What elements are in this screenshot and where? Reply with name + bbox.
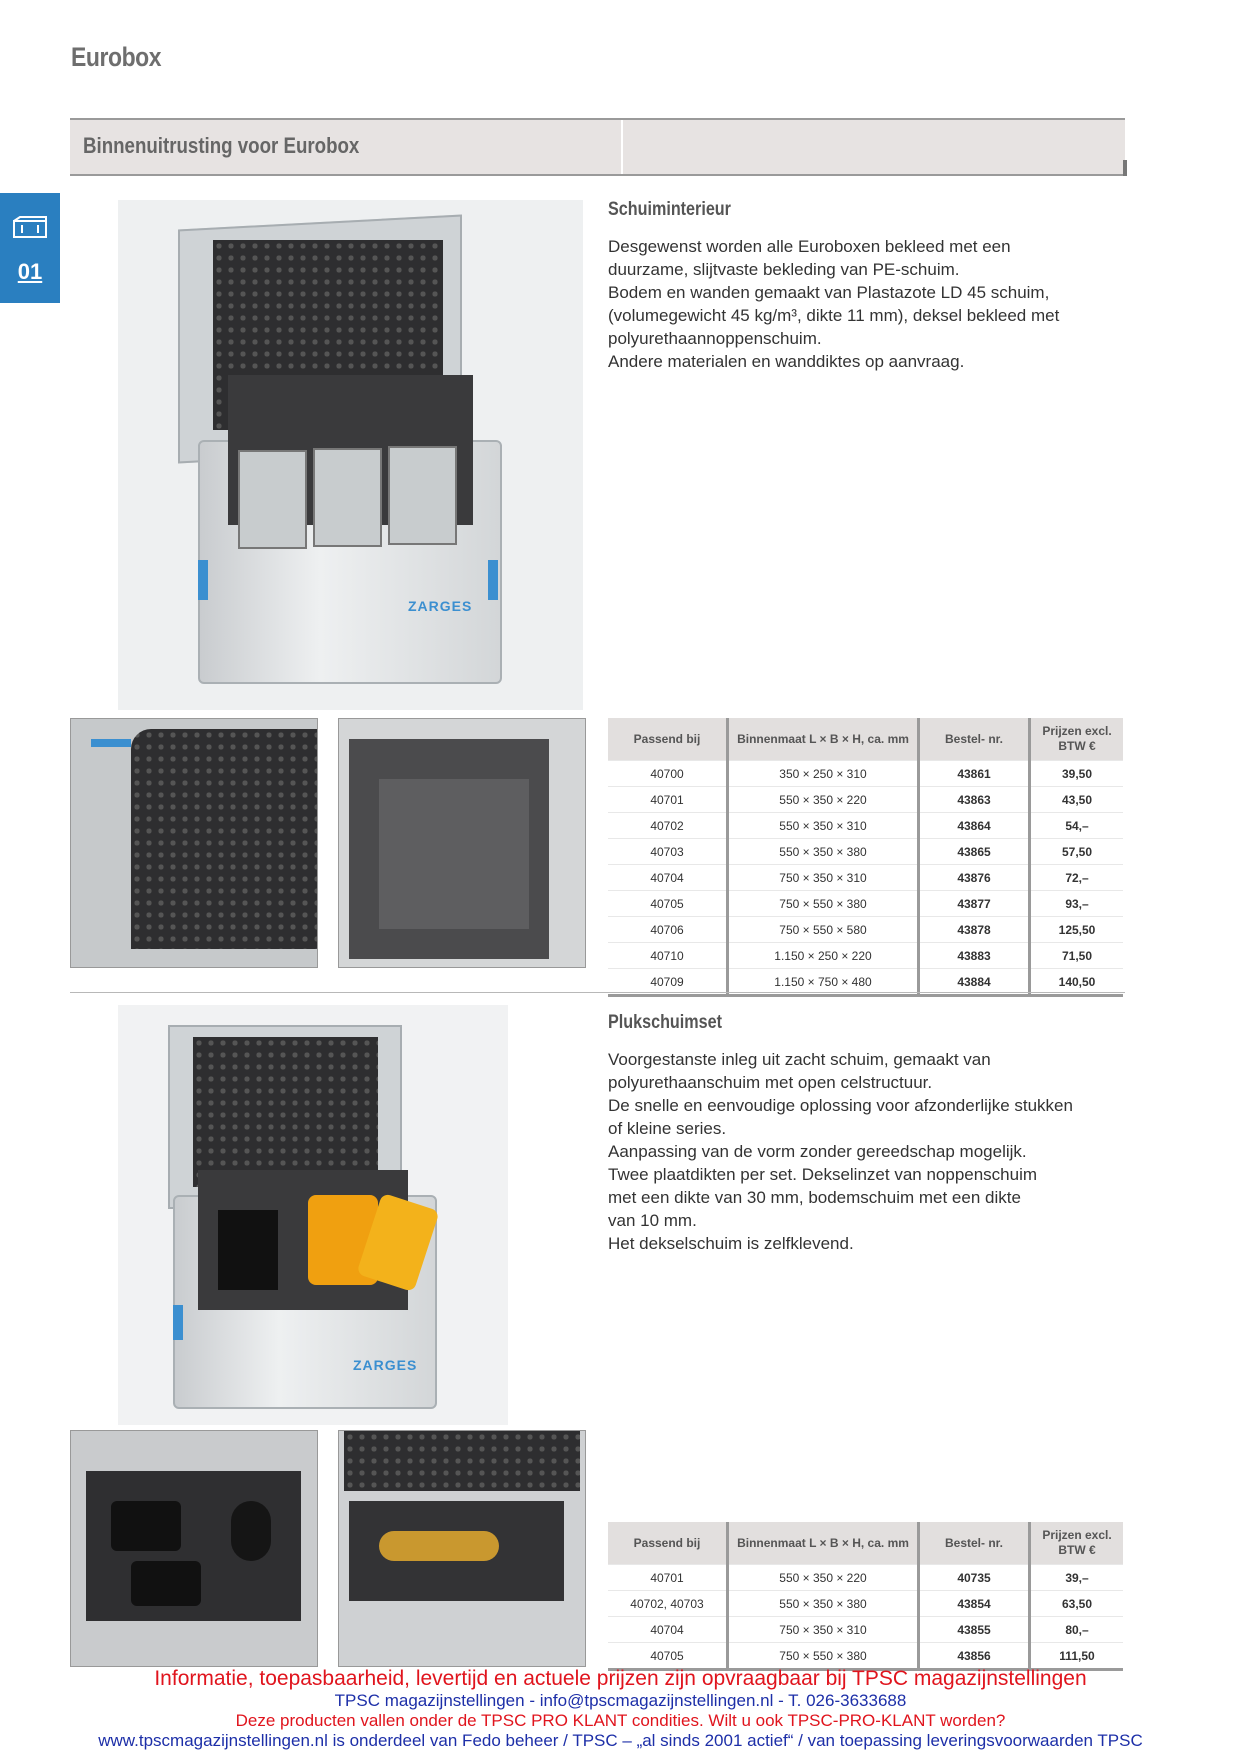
- cell: 40710: [608, 943, 728, 969]
- detail-photo-inner-lining: [338, 718, 586, 968]
- col-header: Prijzen excl. BTW €: [1030, 718, 1124, 761]
- spec-table-pluk: [608, 1522, 1123, 1671]
- col-header: Bestel- nr.: [919, 718, 1030, 761]
- cell: 71,50: [1030, 943, 1124, 969]
- main-case-photo-foam: [118, 200, 583, 710]
- footer-info-line: Informatie, toepasbaarheid, levertijd en actuele prijzen zijn opvraagbaar bij TPSC magazijnstellingen: [154, 1667, 1087, 1690]
- cell: 550 × 350 × 380: [728, 839, 919, 865]
- spec-table-schuim: [608, 718, 1123, 997]
- text-line: Andere materialen en wanddiktes op aanvraag.: [608, 352, 965, 371]
- cell: 1.150 × 250 × 220: [728, 943, 919, 969]
- section-title: Binnenuitrusting voor Eurobox: [83, 133, 360, 158]
- cell: 40735: [919, 1565, 1030, 1591]
- table-row: [608, 813, 1123, 839]
- text-line: Bodem en wanden gemaakt van Plastazote LD 45 schuim,: [608, 283, 1050, 302]
- cell: 43878: [919, 917, 1030, 943]
- table-row: [608, 943, 1123, 969]
- cell: 72,–: [1030, 865, 1124, 891]
- table-row: [608, 839, 1123, 865]
- cell: 40704: [608, 865, 728, 891]
- col-header: Binnenmaat L × B × H, ca. mm: [728, 718, 919, 761]
- table-row: [608, 917, 1123, 943]
- section-divider: [70, 992, 1125, 993]
- detail-photo-lid-foam: [70, 718, 318, 968]
- schuim-description: [608, 235, 1108, 373]
- cell: 43863: [919, 787, 1030, 813]
- cell: 750 × 350 × 310: [728, 865, 919, 891]
- footer-contact-line[interactable]: TPSC magazijnstellingen - info@tpscmagazijnstellingen.nl - T. 026-3633688: [334, 1691, 907, 1710]
- cell: 350 × 250 × 310: [728, 761, 919, 787]
- cell: 750 × 550 × 380: [728, 1643, 919, 1670]
- cell: 57,50: [1030, 839, 1124, 865]
- cell: 750 × 550 × 580: [728, 917, 919, 943]
- col-header: Prijzen excl. BTW €: [1030, 1522, 1124, 1565]
- page-title: Eurobox: [71, 42, 162, 72]
- cell: 43854: [919, 1591, 1030, 1617]
- text-line: Twee plaatdikten per set. Dekselinzet van noppenschuim: [608, 1165, 1038, 1184]
- text-line: Voorgestanste inleg uit zacht schuim, gemaakt van: [608, 1050, 991, 1069]
- cell: 43884: [919, 969, 1030, 996]
- cell: 750 × 550 × 380: [728, 891, 919, 917]
- table-row: [608, 1565, 1123, 1591]
- brand-label: ZARGES: [408, 598, 473, 614]
- text-line: De snelle en eenvoudige oplossing voor afzonderlijke stukken: [608, 1096, 1073, 1115]
- cell: 140,50: [1030, 969, 1124, 996]
- cell: 43855: [919, 1617, 1030, 1643]
- cell: 40705: [608, 1643, 728, 1670]
- cell: 40703: [608, 839, 728, 865]
- cell: 80,–: [1030, 1617, 1124, 1643]
- cell: 43877: [919, 891, 1030, 917]
- detail-photo-camera-foam: [70, 1430, 318, 1667]
- cell: 40702, 40703: [608, 1591, 728, 1617]
- text-line: polyurethaannoppenschuim.: [608, 329, 822, 348]
- col-header: Passend bij: [608, 1522, 728, 1565]
- cell: 43876: [919, 865, 1030, 891]
- cell: 40702: [608, 813, 728, 839]
- col-header: Passend bij: [608, 718, 728, 761]
- cell: 40701: [608, 1565, 728, 1591]
- main-case-photo-pluk: [118, 1005, 508, 1425]
- footer-pro-klant-line: Deze producten vallen onder de TPSC PRO KLANT condities. Wilt u ook TPSC-PRO-KLANT worden?: [235, 1711, 1006, 1730]
- text-line: met een dikte van 30 mm, bodemschuim met een dikte: [608, 1188, 1021, 1207]
- cell: 40705: [608, 891, 728, 917]
- case-icon: [12, 215, 48, 239]
- cell: 750 × 350 × 310: [728, 1617, 919, 1643]
- section-heading-schuim: Schuiminterieur: [608, 199, 731, 220]
- text-line: van 10 mm.: [608, 1211, 697, 1230]
- table-row: [608, 1643, 1123, 1670]
- cell: 39,50: [1030, 761, 1124, 787]
- brand-label: ZARGES: [353, 1357, 418, 1373]
- detail-photo-saxophone-foam: [338, 1430, 586, 1667]
- cell: 39,–: [1030, 1565, 1124, 1591]
- table-row: [608, 787, 1123, 813]
- table-header-row: [608, 1522, 1123, 1565]
- col-header: Binnenmaat L × B × H, ca. mm: [728, 1522, 919, 1565]
- cell: 43861: [919, 761, 1030, 787]
- cell: 1.150 × 750 × 480: [728, 969, 919, 996]
- cell: 125,50: [1030, 917, 1124, 943]
- cell: 43864: [919, 813, 1030, 839]
- section-heading-pluk: Plukschuimset: [608, 1012, 722, 1033]
- cell: 93,–: [1030, 891, 1124, 917]
- header-divider: [621, 120, 623, 174]
- text-line: Aanpassing van de vorm zonder gereedschap mogelijk.: [608, 1142, 1027, 1161]
- cell: 63,50: [1030, 1591, 1124, 1617]
- text-line: Het dekselschuim is zelfklevend.: [608, 1234, 854, 1253]
- cell: 43865: [919, 839, 1030, 865]
- text-line: duurzame, slijtvaste bekleding van PE-schuim.: [608, 260, 960, 279]
- cell: 43856: [919, 1643, 1030, 1670]
- text-line: Desgewenst worden alle Euroboxen bekleed met een: [608, 237, 1011, 256]
- chapter-tab[interactable]: [0, 193, 60, 303]
- table-row: [608, 891, 1123, 917]
- text-line: polyurethaanschuim met open celstructuur.: [608, 1073, 933, 1092]
- cell: 550 × 350 × 310: [728, 813, 919, 839]
- table-row: [608, 761, 1123, 787]
- cell: 550 × 350 × 220: [728, 787, 919, 813]
- cell: 43883: [919, 943, 1030, 969]
- cell: 43,50: [1030, 787, 1124, 813]
- cell: 550 × 350 × 220: [728, 1565, 919, 1591]
- cell: 40706: [608, 917, 728, 943]
- pluk-description: [608, 1048, 1108, 1255]
- col-header: Bestel- nr.: [919, 1522, 1030, 1565]
- header-corner-accent: [1123, 160, 1127, 176]
- text-line: of kleine series.: [608, 1119, 727, 1138]
- table-header-row: [608, 718, 1123, 761]
- footer-website-line[interactable]: www.tpscmagazijnstellingen.nl is onderdeel van Fedo beheer / TPSC – „al sinds 2001 actief“ / van toepassing leveringsvoorwaarden TPSC: [98, 1731, 1143, 1750]
- text-line: (volumegewicht 45 kg/m³, dikte 11 mm), deksel bekleed met: [608, 306, 1060, 325]
- table-row: [608, 1591, 1123, 1617]
- table-row: [608, 865, 1123, 891]
- cell: 40704: [608, 1617, 728, 1643]
- cell: 40709: [608, 969, 728, 996]
- cell: 111,50: [1030, 1643, 1124, 1670]
- cell: 40701: [608, 787, 728, 813]
- cell: 550 × 350 × 380: [728, 1591, 919, 1617]
- chapter-number: 01: [17, 259, 43, 284]
- cell: 54,–: [1030, 813, 1124, 839]
- cell: 40700: [608, 761, 728, 787]
- table-row: [608, 1617, 1123, 1643]
